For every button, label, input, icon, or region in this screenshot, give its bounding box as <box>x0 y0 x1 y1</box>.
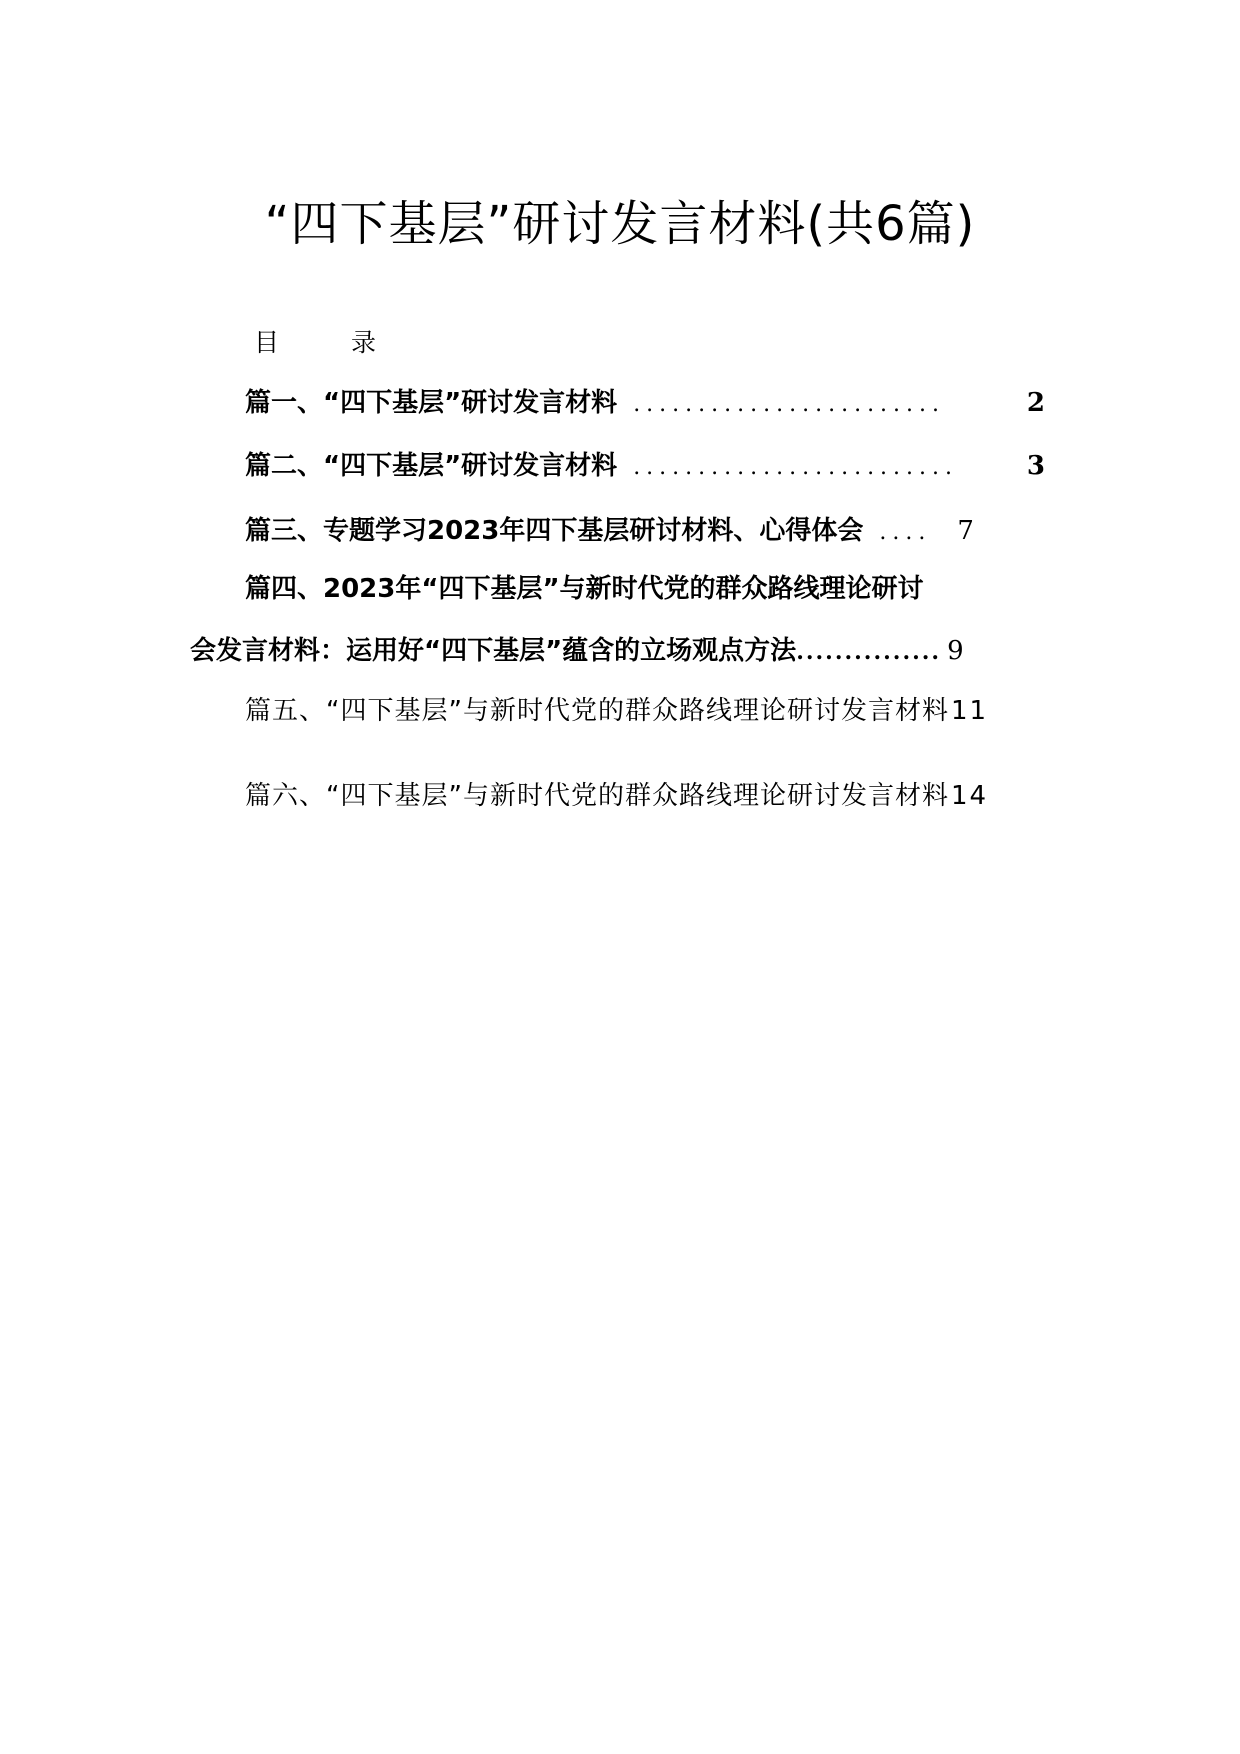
toc-entry-title-line1: 篇四、2023年“四下基层”与新时代党的群众路线理论研讨 <box>245 574 924 604</box>
document-title: “四下基层”研讨发言材料(共6篇) <box>264 196 976 252</box>
toc-entry-title: 篇三、专题学习2023年四下基层研讨材料、心得体会 <box>245 516 864 546</box>
toc-entry-title-line2: 会发言材料：运用好“四下基层”蕴含的立场观点方法 <box>190 636 797 666</box>
toc-leader-dots: ........................ <box>633 392 946 417</box>
toc-page-number: 9 <box>947 636 964 666</box>
toc-entry-5[interactable] <box>245 696 988 727</box>
toc-entry-2[interactable] <box>245 451 1045 482</box>
toc-leader-dots: .... <box>879 520 932 545</box>
toc-leader-dots: ......................... <box>633 455 959 480</box>
toc-page-number: 7 <box>957 516 974 546</box>
toc-entry-line2 <box>190 636 964 667</box>
toc-entry-title: 篇二、“四下基层”研讨发言材料 <box>245 451 618 481</box>
toc-entry-title: 篇一、“四下基层”研讨发言材料 <box>245 388 618 418</box>
toc-page-number: 11 <box>950 696 989 726</box>
toc-heading: 目 录 <box>254 328 408 357</box>
toc-page-number: 14 <box>950 781 989 811</box>
toc-entry-1[interactable] <box>245 388 1045 419</box>
toc-entry-6[interactable] <box>245 781 988 812</box>
toc-entry-3[interactable] <box>245 516 1045 547</box>
toc-entry-title: 篇六、“四下基层”与新时代党的群众路线理论研讨发言材料 <box>245 781 949 811</box>
toc-leader-dots: ............... <box>796 639 942 665</box>
toc-page-number: 3 <box>1026 451 1045 481</box>
toc-page-number: 2 <box>1026 388 1045 418</box>
toc-entry-title: 篇五、“四下基层”与新时代党的群众路线理论研讨发言材料 <box>245 696 949 726</box>
